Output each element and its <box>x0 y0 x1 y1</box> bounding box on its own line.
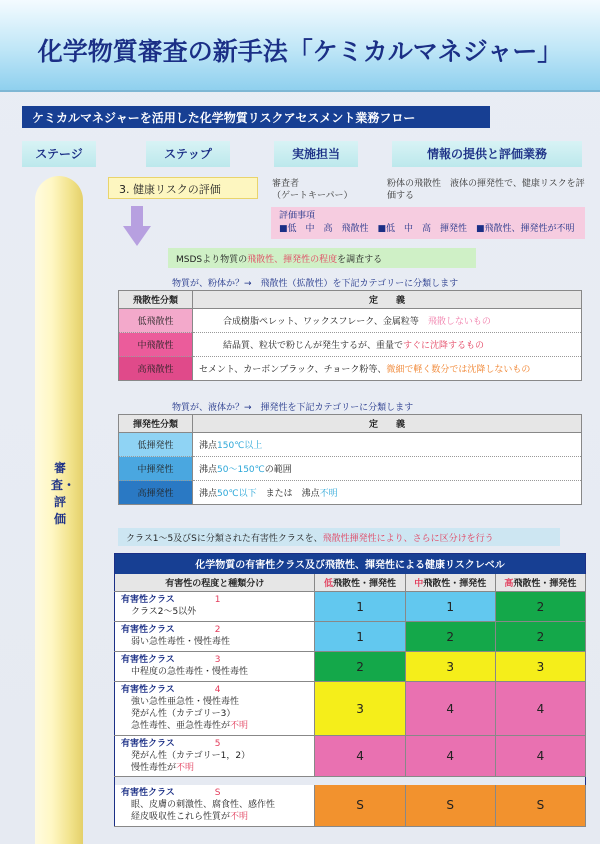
risk-class-title <box>121 594 308 606</box>
risk-class-label <box>115 592 315 622</box>
risk-class-number: S <box>214 787 221 798</box>
column-tantou: 実施担当 <box>274 141 358 167</box>
table-row <box>119 457 582 481</box>
table-row <box>119 309 582 333</box>
risk-class-number: 3 <box>214 655 221 665</box>
table3-header-2 <box>405 574 495 592</box>
risk-class-desc: 眼、皮膚の刺激性、腐食性、感作性 <box>131 799 276 810</box>
risk-class-title <box>121 787 308 799</box>
risk-level-cell: 1 <box>315 622 405 652</box>
risk-level-cell: 2 <box>495 592 585 622</box>
risk-class-name: 有害性クラス <box>121 625 175 635</box>
table3-header-2-mark: 中 <box>414 578 424 589</box>
risk-level-cell: 4 <box>315 736 405 777</box>
table1-header-cat: 飛散性分類 <box>119 291 193 309</box>
risk-class-unknown: 不明 <box>230 811 249 822</box>
table-row <box>115 592 586 622</box>
msds-text-c: を調査する <box>337 255 383 265</box>
risk-class-number: 1 <box>214 595 221 605</box>
info-text: 粉体の飛散性 液体の揮発性で、健康リスクを評価する <box>387 179 585 201</box>
table3-header-3 <box>495 574 585 592</box>
risk-class-desc: 急性毒性、亜急性毒性が不明 <box>131 721 249 731</box>
table-row <box>119 357 582 381</box>
table2-hl-mid: 50～150℃ <box>217 465 265 475</box>
class-note-a: クラス1～5及びSに分類された有害性クラスを、 <box>126 534 323 544</box>
risk-level-cell: 4 <box>495 736 585 777</box>
arrow-down-icon <box>123 206 151 246</box>
risk-class-desc: 中程度の急性毒性・慢性毒性 <box>131 667 249 677</box>
risk-class-label <box>115 785 315 827</box>
risk-class-desc: 発がん性（カテゴリー1，2） <box>131 751 251 761</box>
risk-class-label <box>115 652 315 682</box>
table2-cat-low: 低揮発性 <box>119 433 193 457</box>
risk-class-desc: 発がん性（カテゴリー3） <box>131 709 236 719</box>
risk-level-cell: 3 <box>315 682 405 736</box>
table-volatility <box>118 414 582 505</box>
header-banner <box>0 0 600 92</box>
risk-class-label <box>115 736 315 777</box>
table1-header-def: 定 義 <box>193 291 582 309</box>
table2-post-mid: の範囲 <box>264 465 292 475</box>
step-label: 3. 健康リスクの評価 <box>108 177 258 199</box>
table1-hl-low: 飛散しないもの <box>427 317 491 327</box>
question-liquid: 物質が、液体か？→ 揮発性を下記カテゴリーに分類します <box>172 403 414 413</box>
question-powder: 物質が、粉体か？→ 飛散性（拡散性）を下記カテゴリーに分類します <box>172 279 459 289</box>
class-note-b: 飛散性揮発性により、さらに区分けを行う <box>322 534 494 544</box>
risk-class-name: 有害性クラス <box>121 595 175 605</box>
risk-class-name: 有害性クラス <box>121 685 175 695</box>
risk-level-cell: 4 <box>405 682 495 736</box>
column-step: ステップ <box>146 141 230 167</box>
risk-class-title <box>121 684 308 696</box>
table-row <box>119 433 582 457</box>
risk-level-cell: 1 <box>405 592 495 622</box>
msds-text-a: MSDSより物質の <box>176 255 248 265</box>
risk-level-cell: 3 <box>405 652 495 682</box>
table2-cat-high: 高揮発性 <box>119 481 193 505</box>
risk-class-desc: 強い急性亜急性・慢性毒性 <box>131 697 240 707</box>
stage-label: 審査・評価 <box>51 461 76 526</box>
table-row <box>115 652 586 682</box>
risk-level-cell: S <box>495 785 585 827</box>
table3-header-1-mark: 低 <box>324 578 334 589</box>
table-row <box>115 622 586 652</box>
risk-level-cell: 2 <box>405 622 495 652</box>
class-note <box>118 528 560 546</box>
risk-class-title <box>121 738 308 750</box>
risk-class-label <box>115 622 315 652</box>
msds-box <box>168 248 476 268</box>
table2-post-high: または 沸点 <box>256 489 320 499</box>
table1-def-mid: 結晶質、粒状で粉じんが発生するが、重量で <box>223 341 404 351</box>
tantou-text: 審査者 （ゲートキーパー） <box>272 179 353 201</box>
msds-text-b: 飛散性、揮発性の程度 <box>247 255 338 265</box>
table3-header-3-mark: 高 <box>504 578 514 589</box>
table2-header-def: 定 義 <box>193 415 582 433</box>
hyouka-box <box>271 207 585 239</box>
risk-class-title <box>121 654 308 666</box>
table2-pre-low: 沸点 <box>199 441 218 451</box>
table2-cat-mid: 中揮発性 <box>119 457 193 481</box>
page-title: 化学物質審査の新手法「ケミカルマネジャー」 <box>37 37 563 66</box>
table3-title: 化学物質の有害性クラス及び飛散性、揮発性による健康リスクレベル <box>115 554 586 574</box>
hyouka-title: 評価事項 <box>279 211 316 221</box>
table1-cat-mid: 中飛散性 <box>119 333 193 357</box>
column-stage: ステージ <box>22 141 96 167</box>
risk-class-unknown: 不明 <box>176 763 195 773</box>
table1-cat-high: 高飛散性 <box>119 357 193 381</box>
table2-header-cat: 揮発性分類 <box>119 415 193 433</box>
risk-class-desc: 経皮吸収性これら性質が不明 <box>131 811 249 822</box>
table3-header-0: 有害性の程度と種類分け <box>115 574 315 592</box>
flow-title-bar: ケミカルマネジャーを活用した化学物質リスクアセスメント業務フロー <box>22 106 490 128</box>
table-row <box>119 333 582 357</box>
table3-header-1 <box>315 574 405 592</box>
risk-class-number: 2 <box>214 625 221 635</box>
table2-hl2-high: 不明 <box>319 489 338 499</box>
risk-class-name: 有害性クラス <box>121 739 175 749</box>
risk-level-cell: 4 <box>405 736 495 777</box>
table-row <box>115 785 586 827</box>
table3-header-1-text: 飛散性・揮発性 <box>333 578 397 589</box>
table1-cat-low: 低飛散性 <box>119 309 193 333</box>
table1-hl-mid: すぐに沈降するもの <box>403 341 485 351</box>
risk-class-unknown: 不明 <box>230 721 249 731</box>
risk-level-cell: 2 <box>315 652 405 682</box>
risk-class-number: 5 <box>214 739 221 749</box>
table1-def-low: 合成樹脂ペレット、ワックスフレーク、金属粒等 <box>223 317 419 327</box>
table-dispersibility <box>118 290 582 381</box>
risk-class-label <box>115 682 315 736</box>
risk-class-title <box>121 624 308 636</box>
risk-class-name: 有害性クラス <box>121 787 175 798</box>
risk-class-desc: 慢性毒性が不明 <box>131 763 195 773</box>
risk-level-cell: 2 <box>495 622 585 652</box>
risk-level-cell: S <box>405 785 495 827</box>
table2-pre-mid: 沸点 <box>199 465 218 475</box>
risk-class-desc: 弱い急性毒性・慢性毒性 <box>131 637 231 647</box>
table-row <box>115 736 586 777</box>
table2-hl-high: 50℃以下 <box>217 489 257 499</box>
table1-def-high: セメント、カーボンブラック、チョーク粉等、 <box>199 365 387 375</box>
risk-level-cell: 1 <box>315 592 405 622</box>
risk-level-cell: S <box>315 785 405 827</box>
table2-pre-high: 沸点 <box>199 489 218 499</box>
table-row <box>115 682 586 736</box>
table-row <box>119 481 582 505</box>
table1-hl-high: 微細で軽く数分では沈降しないもの <box>386 365 531 375</box>
risk-class-desc: クラス2～5以外 <box>131 607 197 617</box>
table-gap <box>115 777 586 785</box>
table-risk-level <box>114 553 586 827</box>
table3-header-3-text: 飛散性・揮発性 <box>513 578 577 589</box>
column-info: 情報の提供と評価業務 <box>392 141 582 167</box>
risk-level-cell: 4 <box>495 682 585 736</box>
table2-hl-low: 150℃以上 <box>217 441 263 451</box>
hyouka-line: ■低 中 高 飛散性 ■低 中 高 揮発性 ■飛散性、揮発性が不明 <box>279 224 575 234</box>
risk-class-name: 有害性クラス <box>121 655 175 665</box>
risk-class-number: 4 <box>214 685 221 695</box>
table3-header-2-text: 飛散性・揮発性 <box>423 578 487 589</box>
risk-level-cell: 3 <box>495 652 585 682</box>
